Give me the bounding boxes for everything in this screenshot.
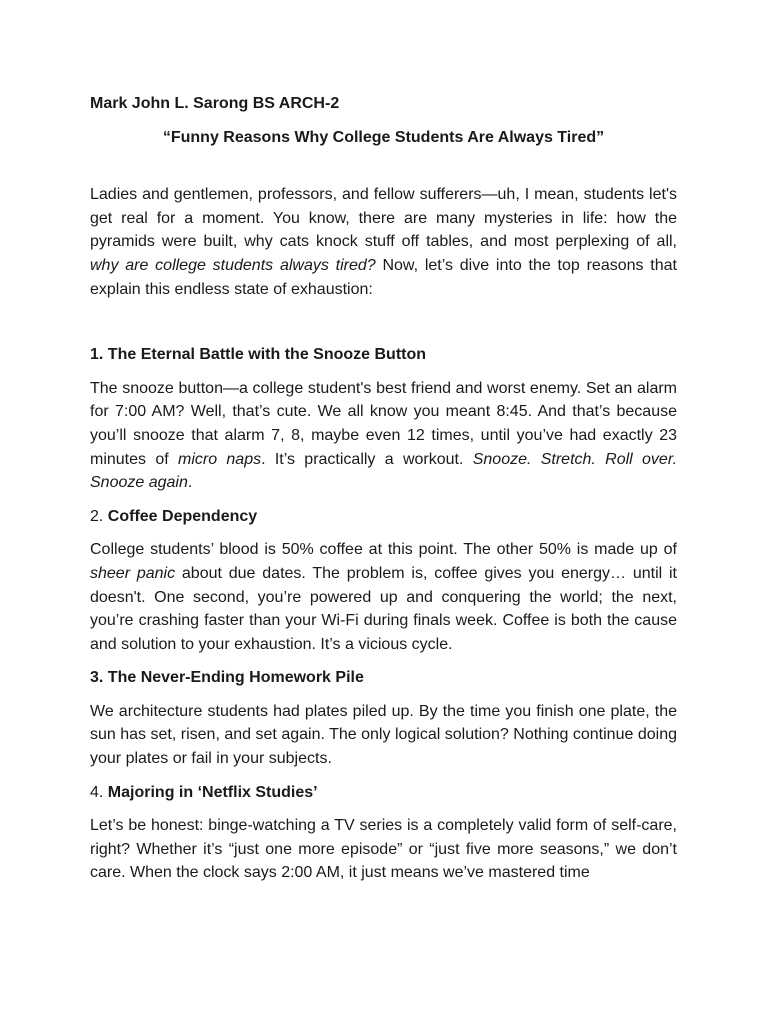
section-2-text-2: about due dates. The problem is, coffee gives you energy… until it doesn't. One second, you’re powered up and conquering the world; the next, you’re crashing faster than your Wi-Fi during finals week. Coffee is both the cause and solution to your exhaustion. It’s a vicious cycle. xyxy=(90,564,678,653)
section-2-heading xyxy=(90,505,677,529)
section-2-number: 2. xyxy=(90,507,104,525)
document-title: “Funny Reasons Why College Students Are Always Tired” xyxy=(162,128,605,146)
section-4-text-1: Let’s be honest: binge-watching a TV series is a completely valid form of self-care, right? Whether it’s “just one more episode” or “just five more seasons,” we don’t care. When the clock says 2:00 AM, it just means we’ve mastered time xyxy=(90,817,677,882)
section-1-text-2: . It’s practically a workout. xyxy=(261,450,473,468)
section-3-body xyxy=(90,700,677,771)
document-body xyxy=(90,92,677,895)
section-1-italic-2: Snooze. Stretch. Roll over. Snooze again xyxy=(90,450,678,492)
author-line: Mark John L. Sarong BS ARCH-2 xyxy=(90,95,340,112)
section-1-number: 1. xyxy=(90,346,104,364)
section-4-title: Majoring in ‘Netflix Studies’ xyxy=(107,783,318,801)
section-1-text-3: . xyxy=(187,474,193,492)
section-4-heading xyxy=(90,781,677,805)
section-4-body xyxy=(90,814,677,885)
section-4-number: 4. xyxy=(90,783,104,801)
intro-text-2: Now, let’s dive into the top reasons that explain this endless state of exhaustion: xyxy=(90,256,677,298)
intro-text-1: Ladies and gentlemen, professors, and fellow sufferers—uh, I mean, students let's get real for a moment. You know, there are many mysteries in life: how the pyramids were built, why cats knock stuff off tables, and most perplexing of all, xyxy=(90,186,677,251)
section-1-text-1: The snooze button—a college student's best friend and worst enemy. Set an alarm for 7:00 AM? Well, that’s cute. We all know you meant 8:45. And that’s because you’ll snooze that alarm 7, 8, maybe even 12 times, until you’ve had exactly 23 minutes of xyxy=(90,379,677,468)
section-1-heading xyxy=(90,343,677,367)
section-3-title: The Never-Ending Homework Pile xyxy=(107,669,364,687)
section-2-italic-1: sheer panic xyxy=(90,564,176,582)
section-3-text-1: We architecture students had plates piled up. By the time you finish one plate, the sun has set, risen, and set again. The only logical solution? Nothing continue doing your plates or fail in your subjects. xyxy=(90,702,677,768)
section-1-body xyxy=(90,377,677,495)
section-3-heading xyxy=(90,666,677,690)
section-1-title: The Eternal Battle with the Snooze Button xyxy=(107,346,427,364)
intro-paragraph xyxy=(90,183,677,301)
section-1-italic-1: micro naps xyxy=(177,450,262,468)
section-2-text-1: College students’ blood is 50% coffee at this point. The other 50% is made up of xyxy=(90,541,677,559)
section-2-title: Coffee Dependency xyxy=(107,507,258,525)
intro-question: why are college students always tired? xyxy=(90,256,376,274)
section-3-number: 3. xyxy=(90,669,104,687)
section-2-body xyxy=(90,538,677,656)
